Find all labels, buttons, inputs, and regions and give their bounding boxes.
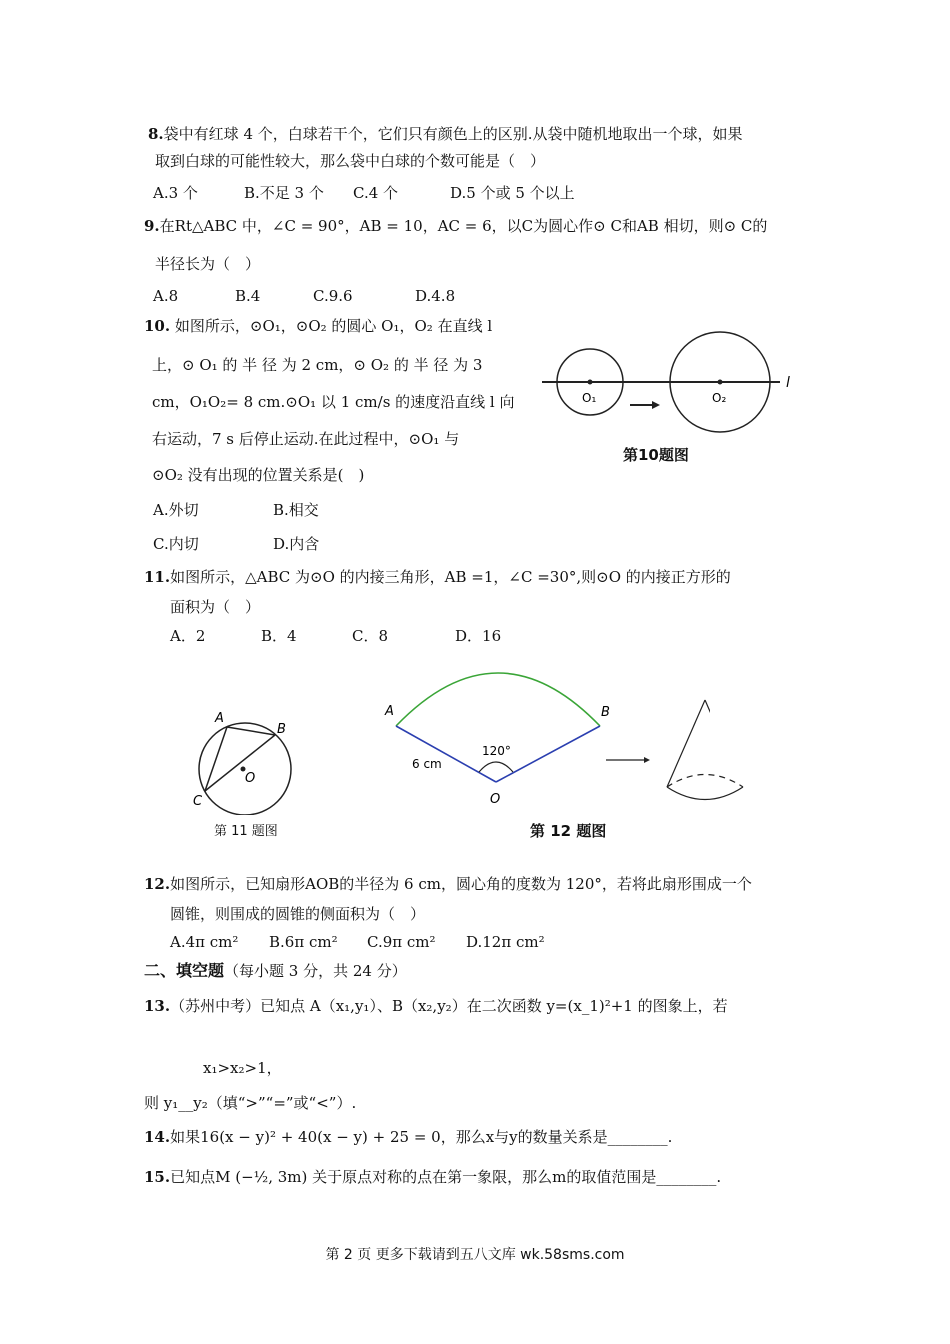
q8-option-d: D.5 个或 5 个以上 [450,184,575,202]
q12-option-b: B.6π cm² [269,933,338,951]
q8-line1: 8.袋中有红球 4 个，白球若干个，它们只有颜色上的区别.从袋中随机地取出一个球，如果 [148,125,743,143]
q9-line1: 9.在Rt△ABC 中，∠C = 90°，AB = 10，AC = 6，以C为圆心作⊙ C和AB 相切，则⊙ C的 [144,217,768,235]
q8-line2: 取到白球的可能性较大，那么袋中白球的个数可能是（ ） [155,152,546,170]
label-c: C [193,794,203,809]
label-o1: O₁ [582,391,597,405]
transform-arrow-head-icon [644,757,650,763]
q9-option-a: A.8 [153,287,179,305]
q9-option-c: C.9.6 [313,287,353,305]
q10-option-b: B.相交 [273,501,319,519]
label-b: B [277,722,286,737]
label-angle: 120° [482,744,511,758]
q9-option-b: B.4 [235,287,261,305]
q11-line1: 11.如图所示，△ABC 为⊙O 的内接三角形，AB =1，∠C =30°,则⊙O 的内接正方形的 [144,568,731,586]
q11-line2: 面积为（ ） [170,598,261,616]
q10-line4: 右运动，7 s 后停止运动.在此过程中，⊙O₁ 与 [152,430,460,448]
section-2-heading: 二、填空题（每小题 3 分，共 24 分） [144,961,407,980]
radius-ob [496,726,600,782]
q11-option-c: C．8 [352,627,389,645]
q10-line1: 10. 如图所示，⊙O₁，⊙O₂ 的圆心 O₁，O₂ 在直线 l [144,317,493,335]
figure-12-caption: 第 12 题图 [530,822,607,840]
q13-line3: 则 y₁__y₂（填“>”“=”或“<”）. [144,1094,357,1112]
label-o: O [490,792,501,807]
angle-arc [479,762,513,772]
q8-option-b: B.不足 3 个 [244,184,324,202]
arrow-head-icon [652,401,660,409]
q11-option-a: A．2 [170,627,206,645]
q12-option-a: A.4π cm² [170,933,239,951]
label-radius: 6 cm [412,757,442,771]
sector-arc [396,673,600,726]
page-footer: 第 2 页 更多下载请到五八文库 wk.58sms.com [325,1247,625,1263]
q9-line2: 半径长为（ ） [155,255,261,273]
cone-base-back [667,775,743,788]
figure-11-caption: 第 11 题图 [214,824,278,839]
q11-option-d: D．16 [455,627,502,645]
center-o1-dot [588,380,593,385]
q13-line2: x₁>x₂>1， [203,1059,282,1077]
q12-option-c: C.9π cm² [367,933,436,951]
center-o2-dot [718,380,723,385]
q10-option-c: C.内切 [153,535,199,553]
q10-option-d: D.内含 [273,535,320,553]
cone-base [660,690,750,810]
figure-10-caption: 第10题图 [623,446,689,464]
figure-11 [185,705,305,815]
radius-oa [396,726,496,782]
q10-line5: ⊙O₂ 没有出现的位置关系是( ) [152,466,365,484]
cone-base-front [667,787,743,800]
q9-option-d: D.4.8 [415,287,456,305]
q11-option-b: B．4 [261,627,297,645]
q15-line1: 15.已知点M (−½, 3m) 关于原点对称的点在第一象限，那么m的取值范围是________. [144,1168,722,1186]
q10-line2: 上，⊙ O₁ 的 半 径 为 2 cm，⊙ O₂ 的 半 径 为 3 [152,356,483,374]
q10-option-a: A.外切 [153,501,199,519]
q8-option-a: A.3 个 [153,184,198,202]
q12-line2: 圆锥，则围成的圆锥的侧面积为（ ） [170,905,426,923]
label-b: B [601,705,610,720]
q12-line1: 12.如图所示，已知扇形AOB的半径为 6 cm，圆心角的度数为 120°，若将此扇形围成一个 [144,875,752,893]
chord-bc [205,735,275,791]
figure-10 [540,330,800,440]
q8-option-c: C.4 个 [353,184,399,202]
label-a: A [385,704,394,719]
q10-line3: cm，O₁O₂= 8 cm.⊙O₁ 以 1 cm/s 的速度沿直线 l 向 [152,393,515,411]
label-a: A [215,711,224,726]
label-o2: O₂ [712,391,727,405]
label-o: O [245,771,256,786]
label-l: l [786,375,790,391]
q12-option-d: D.12π cm² [466,933,545,951]
q14-line1: 14.如果16(x − y)² + 40(x − y) + 25 = 0，那么x与y的数量关系是________. [144,1128,673,1146]
q13-line1: 13.（苏州中考）已知点 A（x₁,y₁）、B（x₂,y₂）在二次函数 y=(x_1)²+1 的图象上，若 [144,997,728,1015]
